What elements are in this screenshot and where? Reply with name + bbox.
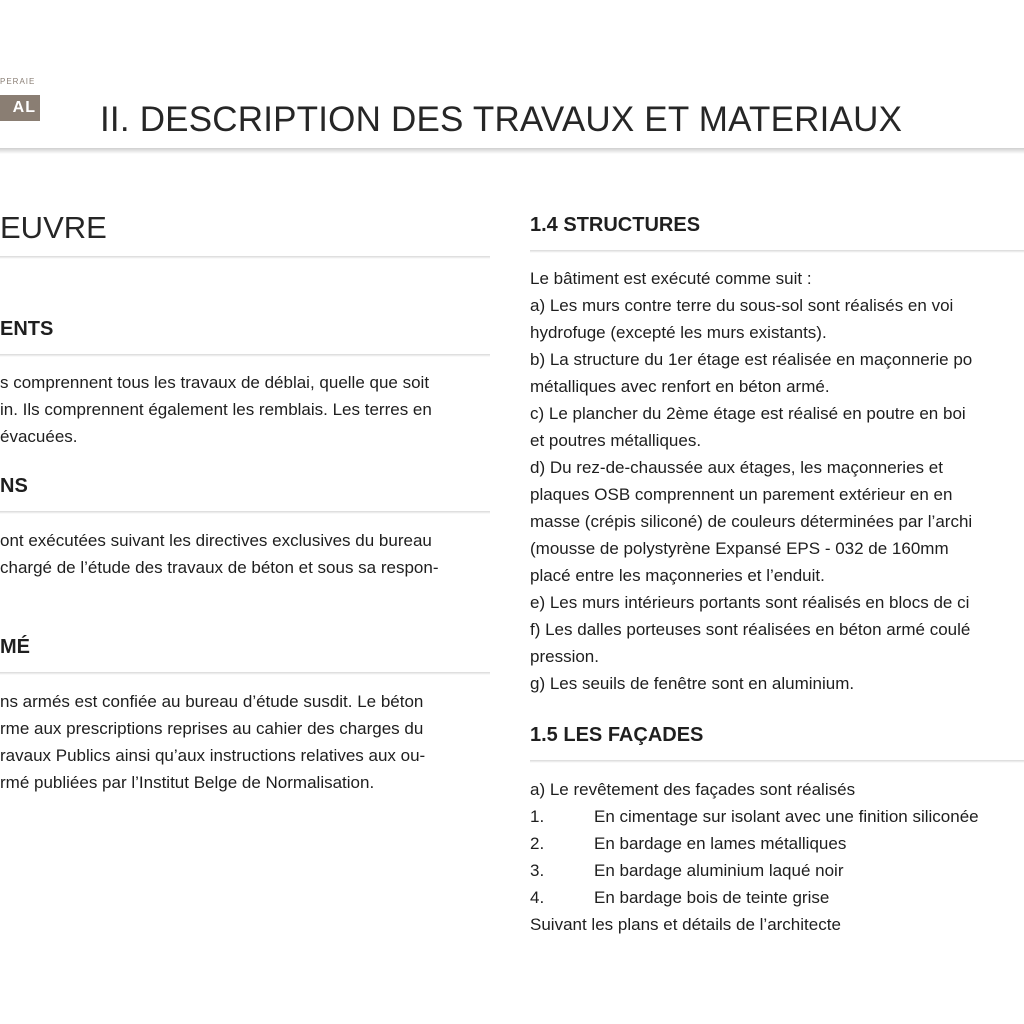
- title-divider: [0, 148, 1024, 154]
- paragraph-line: hydrofuge (excepté les murs existants).: [530, 323, 827, 342]
- paragraph-line: d) Du rez-de-chaussée aux étages, les maçonneries et: [530, 458, 943, 477]
- list-number: 4.: [530, 888, 545, 907]
- paragraph-line: g) Les seuils de fenêtre sont en aluminium.: [530, 674, 855, 693]
- section-heading: EUVRE: [0, 210, 107, 245]
- paragraph-line: pression.: [530, 647, 599, 666]
- paragraph-line: e) Les murs intérieurs portants sont réalisés en blocs de ci: [530, 593, 970, 612]
- paragraph-line: ravaux Publics ainsi qu’aux instructions relatives aux ou-: [0, 746, 426, 765]
- structures-divider: [530, 250, 1024, 253]
- list-text: En bardage aluminium laqué noir: [594, 861, 844, 880]
- facades-list-item: [530, 803, 979, 830]
- paragraph-line: c) Le plancher du 2ème étage est réalisé en poutre en boi: [530, 404, 966, 423]
- facades-list-item: [530, 884, 829, 911]
- structures-heading: 1.4 STRUCTURES: [530, 214, 701, 236]
- paragraph-line: placé entre les maçonneries et l’enduit.: [530, 566, 825, 585]
- subsection-divider-3: [0, 672, 490, 675]
- subsection-divider-2: [0, 511, 490, 514]
- facades-intro: a) Le revêtement des façades sont réalisés: [530, 780, 856, 799]
- paragraph-line: Le bâtiment est exécuté comme suit :: [530, 269, 812, 288]
- facades-list-item: [530, 830, 846, 857]
- list-text: En bardage en lames métalliques: [594, 834, 847, 853]
- paragraph-line: rme aux prescriptions reprises au cahier des charges du: [0, 719, 424, 738]
- paragraph-line: chargé de l’étude des travaux de béton et sous sa respon-: [0, 558, 439, 577]
- logo-plate: AL: [0, 95, 40, 121]
- paragraph-line: ns armés est confiée au bureau d’étude susdit. Le béton: [0, 692, 424, 711]
- facades-divider: [530, 760, 1024, 763]
- paragraph-line: et poutres métalliques.: [530, 431, 702, 450]
- list-text: En bardage bois de teinte grise: [594, 888, 830, 907]
- list-number: 1.: [530, 807, 545, 826]
- paragraph-line: masse (crépis siliconé) de couleurs déterminées par l’archi: [530, 512, 973, 531]
- logo-subtitle: PERAIE: [0, 77, 36, 86]
- facades-heading: 1.5 LES FAÇADES: [530, 724, 704, 746]
- paragraph-line: in. Ils comprennent également les remblais. Les terres en: [0, 400, 432, 419]
- list-number: 2.: [530, 834, 545, 853]
- paragraph-line: s comprennent tous les travaux de déblai, quelle que soit: [0, 373, 430, 392]
- paragraph-line: ont exécutées suivant les directives exclusives du bureau: [0, 531, 432, 550]
- paragraph-line: rmé publiées par l’Institut Belge de Normalisation.: [0, 773, 375, 792]
- subsection-heading-3: MÉ: [0, 636, 30, 658]
- paragraph-line: a) Les murs contre terre du sous-sol sont réalisés en voi: [530, 296, 954, 315]
- list-text: En cimentage sur isolant avec une finition siliconée: [594, 807, 979, 826]
- list-number: 3.: [530, 861, 545, 880]
- paragraph-line: évacuées.: [0, 427, 78, 446]
- section-divider: [0, 256, 490, 259]
- paragraph-line: b) La structure du 1er étage est réalisée en maçonnerie po: [530, 350, 973, 369]
- paragraph-line: métalliques avec renfort en béton armé.: [530, 377, 830, 396]
- facades-list-item: [530, 857, 844, 884]
- paragraph-line: (mousse de polystyrène Expansé EPS - 032 de 160mm: [530, 539, 949, 558]
- subsection-heading-1: ENTS: [0, 318, 54, 340]
- subsection-divider-1: [0, 354, 490, 357]
- paragraph-line: f) Les dalles porteuses sont réalisées en béton armé coulé: [530, 620, 971, 639]
- facades-outro: Suivant les plans et détails de l’architecte: [530, 915, 841, 934]
- paragraph-line: plaques OSB comprennent un parement extérieur en en: [530, 485, 953, 504]
- page-title: II. DESCRIPTION DES TRAVAUX ET MATERIAUX: [100, 100, 903, 139]
- subsection-heading-2: NS: [0, 475, 28, 497]
